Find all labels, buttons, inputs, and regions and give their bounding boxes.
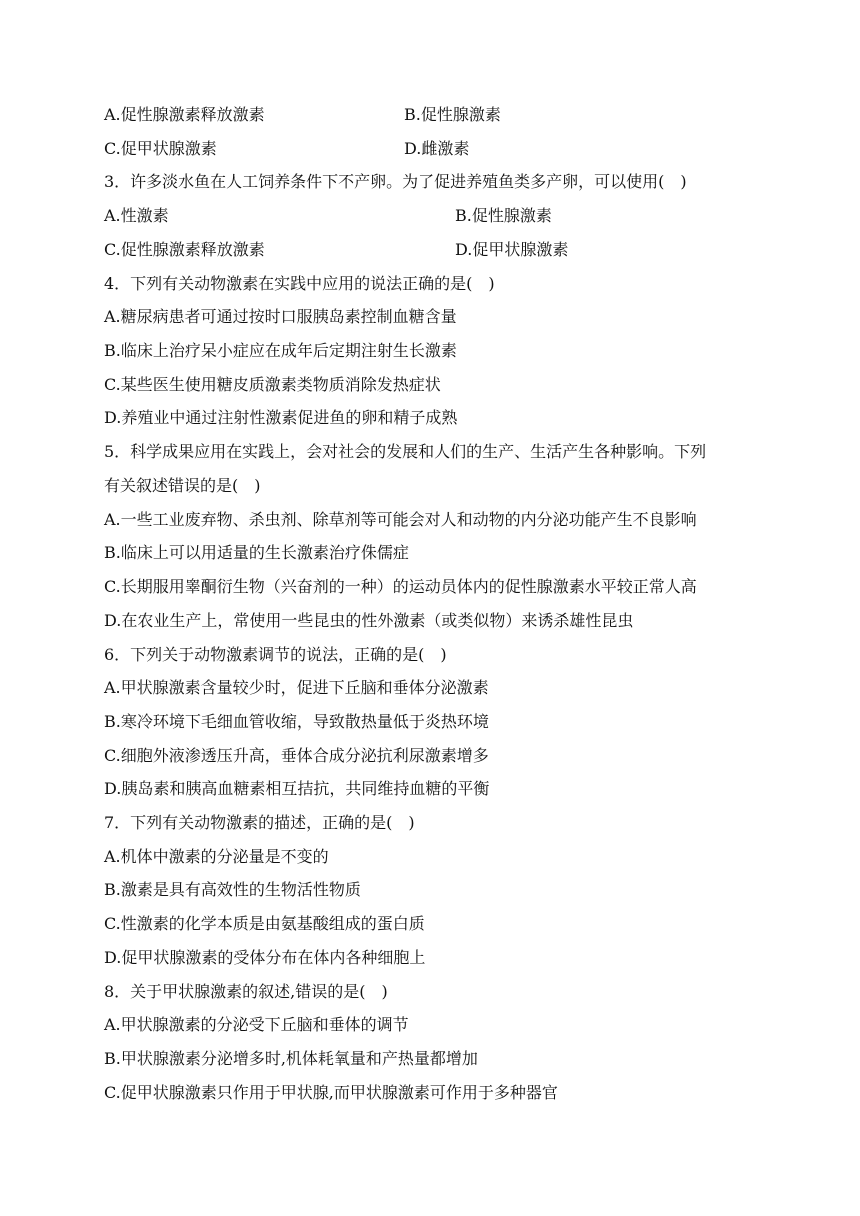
q3-option-c: C.促性腺激素释放激素 — [104, 240, 265, 259]
q7-option-b: B.激素是具有高效性的生物活性物质 — [104, 880, 361, 899]
q4-option-c: C.某些医生使用糖皮质激素类物质消除发热症状 — [104, 375, 441, 394]
q4-option-b: B.临床上治疗呆小症应在成年后定期注射生长激素 — [104, 341, 457, 360]
q6-option-c: C.细胞外液渗透压升高，垂体合成分泌抗利尿激素增多 — [104, 746, 489, 765]
q8-option-a: A.甲状腺激素的分泌受下丘脑和垂体的调节 — [104, 1015, 409, 1034]
q2-option-c: C.促甲状腺激素 — [104, 139, 217, 158]
q7-option-d: D.促甲状腺激素的受体分布在体内各种细胞上 — [104, 948, 426, 967]
q4-stem: 4．下列有关动物激素在实践中应用的说法正确的是( ) — [104, 274, 495, 293]
q4-option-a: A.糖尿病患者可通过按时口服胰岛素控制血糖含量 — [104, 307, 457, 326]
q5-stem-line-1: 5．科学成果应用在实践上，会对社会的发展和人们的生产、生活产生各种影响。下列 — [104, 442, 707, 461]
q3-options-row-2 — [104, 240, 569, 260]
q5-option-b: B.临床上可以用适量的生长激素治疗侏儒症 — [104, 543, 409, 562]
q2-option-d: D.雌激素 — [404, 139, 470, 158]
q6-stem: 6．下列关于动物激素调节的说法，正确的是( ) — [104, 645, 447, 664]
q3-option-d: D.促甲状腺激素 — [455, 240, 569, 259]
q6-option-d: D.胰岛素和胰高血糖素相互拮抗，共同维持血糖的平衡 — [104, 779, 490, 798]
q2-option-a: A.促性腺激素释放激素 — [104, 105, 265, 124]
q5-stem-line-2: 有关叙述错误的是( ) — [104, 476, 261, 495]
q8-option-c: C.促甲状腺激素只作用于甲状腺,而甲状腺激素可作用于多种器官 — [104, 1083, 558, 1102]
q5-option-c: C.长期服用睾酮衍生物（兴奋剂的一种）的运动员体内的促性腺激素水平较正常人高 — [104, 577, 697, 596]
q7-stem: 7．下列有关动物激素的描述，正确的是( ) — [104, 813, 415, 832]
q6-option-a: A.甲状腺激素含量较少时，促进下丘脑和垂体分泌激素 — [104, 678, 489, 697]
q8-stem: 8．关于甲状腺激素的叙述,错误的是( ) — [104, 982, 388, 1001]
q5-option-a: A.一些工业废弃物、杀虫剂、除草剂等可能会对人和动物的内分泌功能产生不良影响 — [104, 510, 697, 529]
q8-option-b: B.甲状腺激素分泌增多时,机体耗氧量和产热量都增加 — [104, 1049, 478, 1068]
q3-stem: 3．许多淡水鱼在人工饲养条件下不产卵。为了促进养殖鱼类多产卵，可以使用( ) — [104, 172, 687, 191]
q5-option-d: D.在农业生产上，常使用一些昆虫的性外激素（或类似物）来诱杀雄性昆虫 — [104, 611, 634, 630]
q4-option-d: D.养殖业中通过注射性激素促进鱼的卵和精子成熟 — [104, 408, 458, 427]
q7-option-a: A.机体中激素的分泌量是不变的 — [104, 847, 329, 866]
q2-option-b: B.促性腺激素 — [404, 105, 501, 124]
q7-option-c: C.性激素的化学本质是由氨基酸组成的蛋白质 — [104, 914, 425, 933]
q6-option-b: B.寒冷环境下毛细血管收缩，导致散热量低于炎热环境 — [104, 712, 489, 731]
q3-option-b: B.促性腺激素 — [455, 206, 552, 225]
q3-options-row-1 — [104, 206, 552, 226]
q2-options-row-2 — [104, 139, 470, 159]
q2-options-row-1 — [104, 105, 501, 125]
q3-option-a: A.性激素 — [104, 206, 169, 225]
